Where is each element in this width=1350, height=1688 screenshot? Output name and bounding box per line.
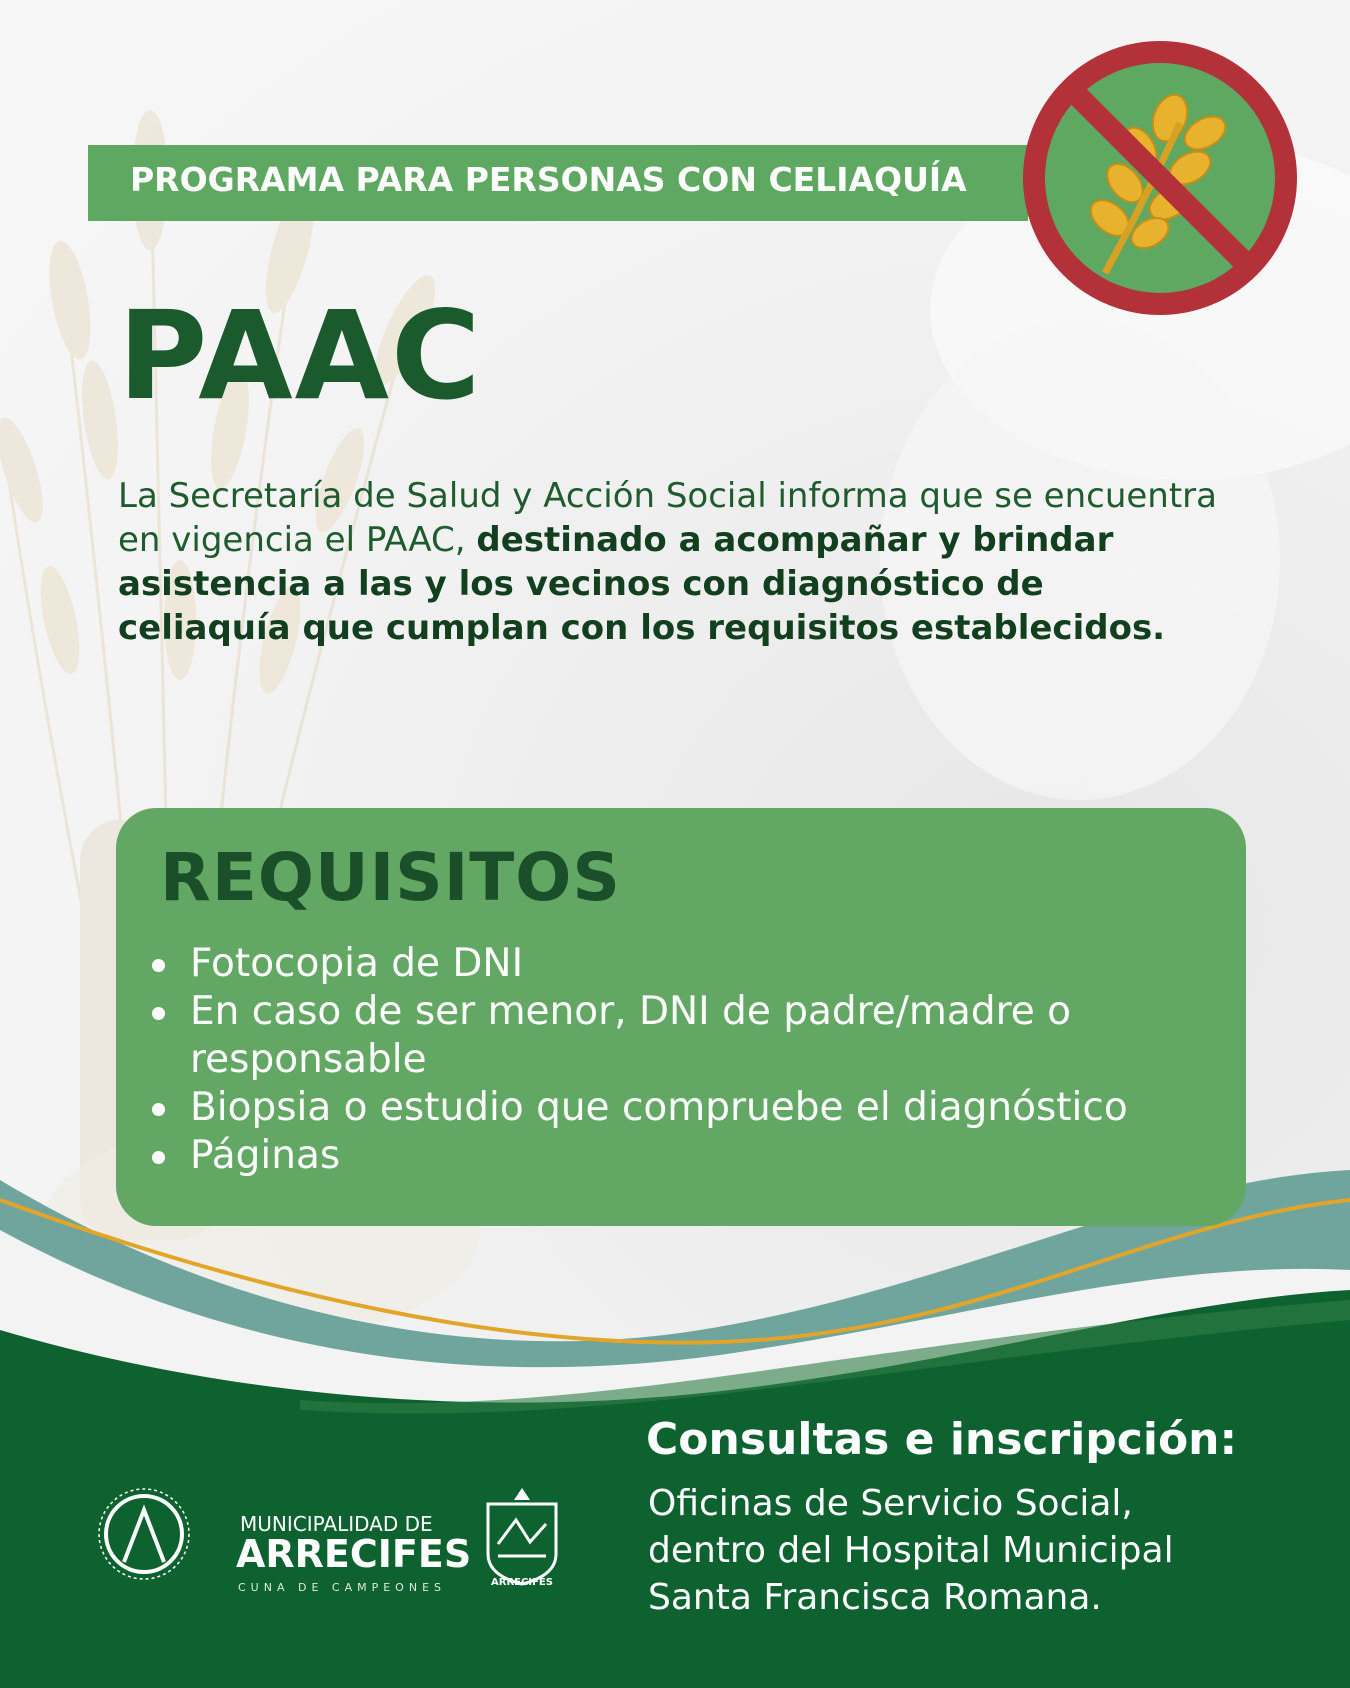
bullet-icon [152,1103,165,1116]
requirements-list [150,940,1230,1180]
contact-address [648,1480,1174,1621]
intro-bold-text: destinado a acompañar y brindar asistencia a las y los vecinos con diagnóstico de celiaquía que cumplan con los requisitos establecidos. [118,520,1166,648]
program-banner-text: PROGRAMA PARA PERSONAS CON CELIAQUÍA [130,160,967,199]
list-item [150,1084,1230,1132]
requirement-text: Páginas [190,1133,341,1178]
list-item [150,940,1230,988]
contact-line: Santa Francisca Romana. [648,1577,1102,1618]
contact-title: Consultas e inscripción: [646,1414,1238,1465]
crest-label: ARRECIFES [491,1577,553,1588]
intro-plain-text: La Secretaría de Salud y Acción Social informa que se encuentra en vigencia el PAAC, [118,476,1217,560]
contact-line: dentro del Hospital Municipal [648,1530,1174,1571]
list-item [150,988,1230,1084]
city-name: ARRECIFES [236,1532,472,1576]
list-item [150,1132,1230,1180]
requirement-text: Fotocopia de DNI [190,941,524,986]
city-tagline: CUNA DE CAMPEONES [238,1581,446,1594]
bullet-icon [152,1007,165,1020]
municipal-emblem-icon [98,1482,190,1586]
requirement-text: Biopsia o estudio que compruebe el diagnóstico [190,1085,1128,1130]
requirement-text: En caso de ser menor, DNI de padre/madre o responsable [190,989,1072,1082]
requirements-title: REQUISITOS [160,839,621,916]
bullet-icon [152,959,165,972]
no-gluten-icon [1020,38,1300,318]
bullet-icon [152,1151,165,1164]
municipality-label: MUNICIPALIDAD DE [240,1512,433,1536]
contact-line: Oficinas de Servicio Social, [648,1483,1133,1524]
intro-paragraph [118,474,1228,650]
city-crest-icon [476,1484,568,1592]
program-title: PAAC [118,285,483,427]
